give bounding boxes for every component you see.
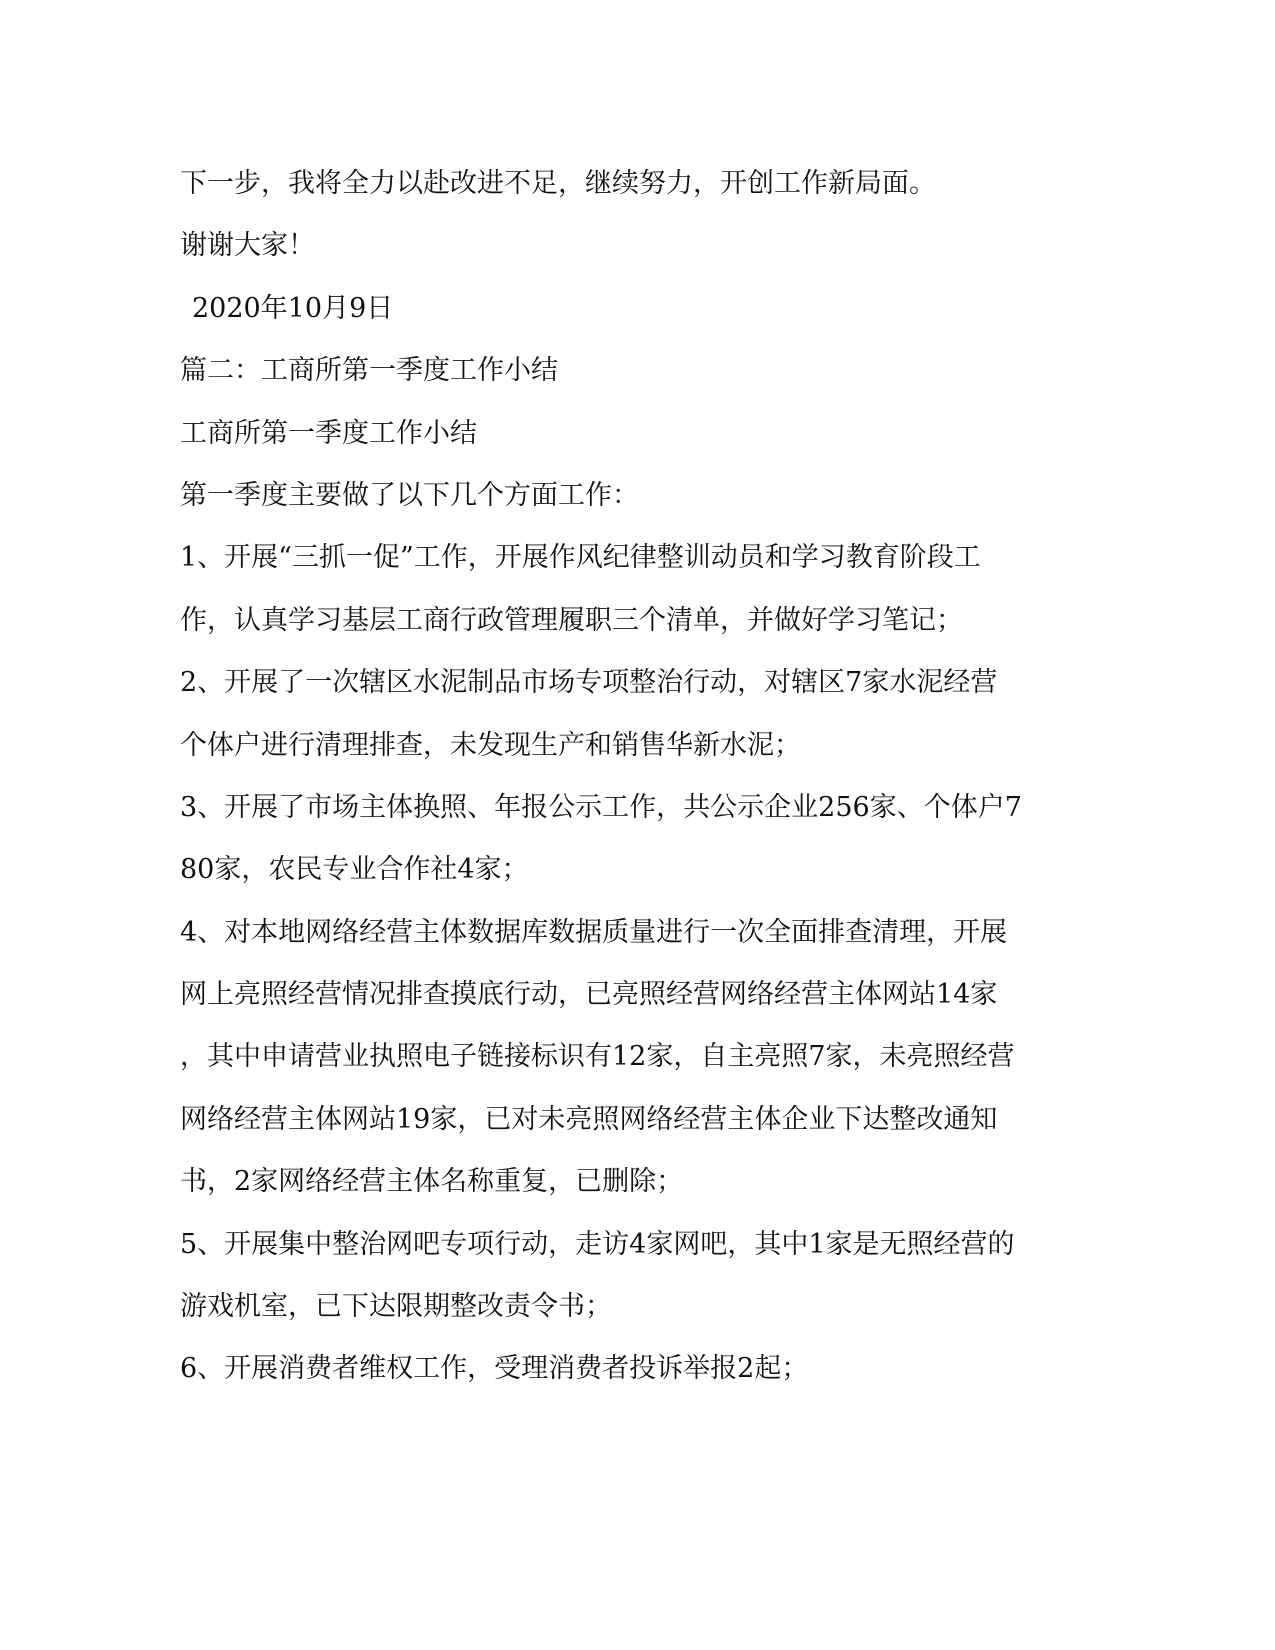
- date-line: 2020年10月9日: [192, 292, 394, 324]
- item-5-line-2: 游戏机室，已下达限期整改责令书；: [180, 1291, 612, 1323]
- item-6-line-1: 6、开展消费者维权工作，受理消费者投诉举报2起；: [180, 1353, 809, 1385]
- item-1-line-1: 1、开展“三抓一促”工作，开展作风纪律整训动员和学习教育阶段工: [180, 542, 981, 574]
- item-4-line-5: 书，2家网络经营主体名称重复，已删除；: [180, 1166, 684, 1198]
- document-title: 工商所第一季度工作小结: [180, 417, 477, 449]
- closing-paragraph: 下一步，我将全力以赴改进不足，继续努力，开创工作新局面。: [180, 168, 936, 199]
- item-3-line-2: 80家，农民专业合作社4家；: [180, 854, 529, 886]
- item-4-line-1: 4、对本地网络经营主体数据库数据质量进行一次全面排查清理，开展: [180, 916, 1008, 948]
- item-1-line-2: 作，认真学习基层工商行政管理履职三个清单，并做好学习笔记；: [180, 604, 963, 636]
- item-3-line-1: 3、开展了市场主体换照、年报公示工作，共公示企业256家、个体户7: [180, 791, 1022, 823]
- document-body: [180, 153, 1050, 1401]
- item-2-line-1: 2、开展了一次辖区水泥制品市场专项整治行动，对辖区7家水泥经营: [180, 667, 998, 699]
- item-4-line-4: 网络经营主体网站19家，已对未亮照网络经营主体企业下达整改通知: [180, 1103, 998, 1135]
- intro-line: 第一季度主要做了以下几个方面工作：: [180, 479, 639, 511]
- section-heading: 篇二：工商所第一季度工作小结: [180, 355, 558, 387]
- item-2-line-2: 个体户进行清理排查，未发现生产和销售华新水泥；: [180, 729, 801, 761]
- item-4-line-3: ，其中申请营业执照电子链接标识有12家，自主亮照7家，未亮照经营: [180, 1041, 1015, 1073]
- thanks-line: 谢谢大家！: [180, 230, 315, 262]
- item-4-line-2: 网上亮照经营情况排查摸底行动，已亮照经营网络经营主体网站14家: [180, 979, 998, 1011]
- item-5-line-1: 5、开展集中整治网吧专项行动，走访4家网吧，其中1家是无照经营的: [180, 1228, 1015, 1260]
